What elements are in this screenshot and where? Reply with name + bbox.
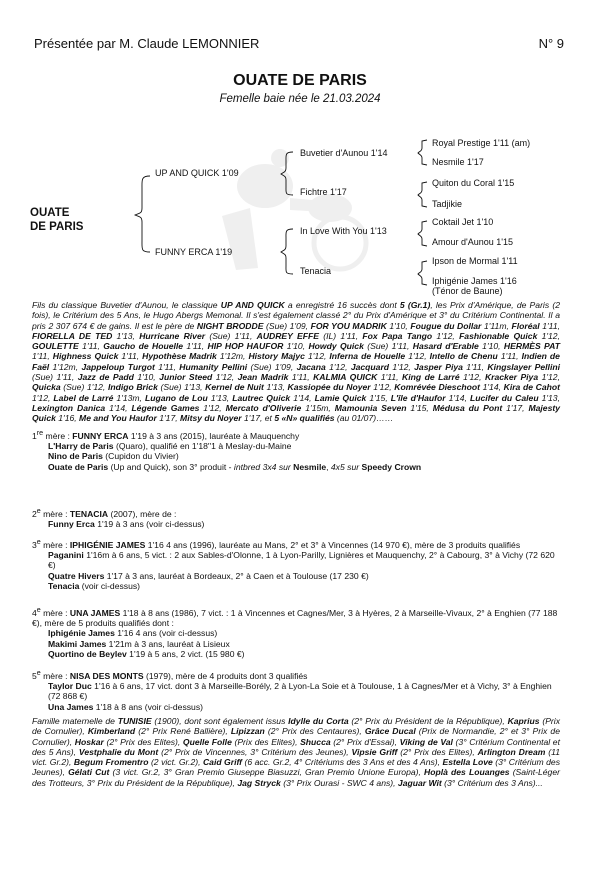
grandparent-1: Buvetier d'Aunou 1'14: [300, 148, 388, 158]
grandparent-4: Tenacia: [300, 266, 332, 276]
sire-paragraph: Fils du classique Buvetier d'Aunou, le classique UP AND QUICK a enregistré 16 succès dont 5 (Gr.1), les Prix d'Amérique, de Paris (2 fois), le Critérium des 5 Ans, le Hugo Abergs Memonal. Il s'est également classé 2° du Prix d'Amérique et 3° du Critérium Continental. Il a pris 2 307 674 € de gains. Il est le père de NIGHT BRODDE (Sue) 1'09, FOR YOU MADRIK 1'10, Fougue du Dollar 1'11m, Floréal 1'11, FIORELLA DE TED 1'13, Hurricane River (Sue) 1'11, AUDREY EFFE (IL) 1'11, Fox Papa Tango 1'12, Fashionable Quick 1'12, GOULETTE 1'11, Gaucho de Houelle 1'11, HIP HOP HAUFOR 1'10, Howdy Quick (Sue) 1'11, Hasard d'Erable 1'10, HERMÈS PAT 1'11, Highness Quick 1'11, Hypothèse Madrik 1'12m, History Majyc 1'12, Inferna de Houelle 1'12, Intello de Chenu 1'11, Indien de Faël 1'12m, Jappeloup Turgot 1'11, Humanity Pellini (Sue) 1'09, Jacana 1'12, Jacquard 1'12, Jasper Piya 1'11, Kingslayer Pellini (Sue) 1'11, Jazz de Padd 1'10, Junior Steed 1'12, Jean Madrik 1'11, KALMIA QUICK 1'11, King de Larré 1'12, Kracker Piya 1'12, Quicka (Sue) 1'12, Indigo Brick (Sue) 1'13, Kernel de Nuit 1'13, Kassiopée du Noyer 1'12, Komrévée Dieschoot 1'14, Kira de Cahot 1'12, Label de Larré 1'13m, Lugano de Lou 1'13, Lautrec Quick 1'14, Lamie Quick 1'15, L'île d'Haufor 1'14, Lucifer du Caleu 1'13, Lexington Danica 1'14, Légende Games 1'12, Mercato d'Oliverie 1'15m, Mamounia Seven 1'15, Médusa du Pont 1'17, Majesty Quick 1'16, Me and You Haufor 1'17, Mitsy du Noyer 1'17, et 5 «N» qualifiés (au 01/07)……: [32, 300, 560, 424]
great-grandparent-2: Nesmile 1'17: [432, 157, 484, 167]
great-grandparent-5: Coktail Jet 1'10: [432, 217, 494, 227]
dam-2-line: Funny Erca 1'19 à 3 ans (voir ci-dessus): [48, 519, 205, 530]
dam-1-line: L'Harry de Paris (Quaro), qualifié en 1'18''1 à Meslay-du-Maine: [48, 441, 292, 452]
pedigree-horse-name: [30, 206, 83, 234]
dam-1-section: [32, 428, 560, 472]
dam-5-section: [32, 668, 560, 712]
great-grandparent-7: Ipson de Mormal 1'11: [432, 256, 518, 266]
presenter-line: Présentée par M. Claude LEMONNIER: [34, 36, 260, 51]
grandparent-2: Fichtre 1'17: [300, 187, 347, 197]
dam-1-line: Ouate de Paris (Up and Quick), son 3° produit - intbred 3x4 sur Nesmile, 4x5 sur Speedy Crown: [48, 461, 422, 472]
dam-1-heading: 1re mère : FUNNY ERCA 1'19 à 3 ans (2015), lauréate à Mauquenchy: [32, 429, 300, 441]
dam-5-line: Taylor Duc 1'16 à 6 ans, 17 vict. dont 3 à Marseille-Borély, 2 à Lyon-La Soie et à Toulouse, 1 à Cagnes/Mer et à Vichy, 3° à Enghien (72 868 €): [48, 681, 552, 702]
dam-4-line: Quortino de Beylev 1'19 à 5 ans, 2 vict. (15 980 €): [48, 649, 245, 660]
great-grandparent-3: Quiton du Coral 1'15: [432, 178, 515, 188]
dam-5-line: Una James 1'18 à 8 ans (voir ci-dessus): [48, 701, 203, 712]
horse-subtitle: Femelle baie née le 21.03.2024: [219, 93, 381, 105]
pedigree-chart: [0, 128, 600, 298]
dam-4-line: Iphigénie James 1'16 4 ans (voir ci-dessus): [48, 628, 218, 639]
great-grandparent-8: Iphigénie James 1'16: [432, 276, 517, 286]
family-paragraph: Famille maternelle de TUNISIE (1900), dont sont également issus Idylle du Corta (2° Prix du Président de la République), Kaprius (Prix de Cornulier), Kimberland (2° Prix René Ballière), Lipizzan (2° Prix des Centaures), Grâce Ducal (Prix de Normandie, 2° et 3° Prix de Cornulier), Hoskar (2° Prix des Elites), Quelle Folle (Prix des Elites), Shucca (2° Prix d'Essai), Viking de Val (3° Critérium Continental et des 5 Ans), Vestphalie du Mont (2° Prix de Vincennes, 3° Critérium des Jeunes), Vipsie Griff (2° Prix des Elites), Arlington Dream (11 vict. Gr.2), Begum Fromentro (2 vict. Gr.2), Caid Griff (6 acc. Gr.2, 4° Critériums des 3 Ans et des 4 Ans), Estella Love (3° Critérium des Jeunes), Gélati Cut (3 vict. Gr.2, 3° Gran Premio Giuseppe Biasuzzi, Gran Premio Unione Europa), Hoplà des Louanges (Saint-Léger des Trotteurs, 3° Prix du Président de la République), Jag Stryck (3° Prix Ourasi - SWC 4 ans), Jaguar Wit (3° Critérium des 3 Ans)...: [32, 716, 560, 788]
great-grandparent-1: Royal Prestige 1'11 (am): [432, 138, 531, 148]
grandparent-3: In Love With You 1'13: [300, 226, 387, 236]
dam-3-heading: 3e mère : IPHIGÉNIE JAMES 1'16 4 ans (1996), lauréate au Mans, 2° et 3° à Vincennes (14 970 €), mère de 3 produits qualifiés: [32, 538, 521, 550]
great-grandparent-6: Amour d'Aunou 1'15: [432, 237, 513, 247]
horse-name-line-2: DE PARIS: [30, 221, 84, 233]
sire-name: UP AND QUICK 1'09: [155, 168, 239, 178]
great-grandparent-8-sire: (Ténor de Baune): [432, 286, 503, 296]
dam-3-line: Quatre Hivers 1'17 à 3 ans, lauréat à Bordeaux, 2° à Caen et à Toulouse (17 230 €): [48, 570, 369, 581]
dam-3-line: Tenacia (voir ci-dessus): [48, 581, 141, 592]
dam-2-section: [32, 506, 560, 529]
great-grandparent-4: Tadjikie: [432, 199, 463, 209]
lot-number: N° 9: [538, 36, 564, 51]
dam-3-section: [32, 537, 560, 591]
dam-3-line: Paganini 1'16m à 6 ans, 5 vict. : 2 aux Sables-d'Olonne, 1 à Lyon-Parilly, Lignières et Mauquenchy, 2° à Cabourg, 3° à Vichy (72 620 €): [48, 550, 555, 571]
dam-1-line: Nino de Paris (Cupidon du Vivier): [48, 451, 179, 462]
dam-2-heading: 2e mère : TENACIA (2007), mère de :: [32, 507, 177, 519]
dam-name: FUNNY ERCA 1'19: [155, 247, 233, 257]
horse-title: OUATE DE PARIS: [233, 72, 367, 89]
dam-4-line: Makimi James 1'21m à 3 ans, lauréat à Lisieux: [48, 638, 230, 649]
horse-name-line-1: OUATE: [30, 207, 70, 219]
dam-4-section: [32, 605, 560, 659]
dam-5-heading: 5e mère : NISA DES MONTS (1979), mère de 4 produits dont 3 qualifiés: [32, 669, 308, 681]
dam-4-heading: 4e mère : UNA JAMES 1'18 à 8 ans (1986), 7 vict. : 1 à Vincennes et Cagnes/Mer, 3 à Hyères, 2 à Marseille-Vivaux, 2° à Enghien (77 188 €), mère de 5 produits qualifiés dont :: [32, 606, 558, 629]
